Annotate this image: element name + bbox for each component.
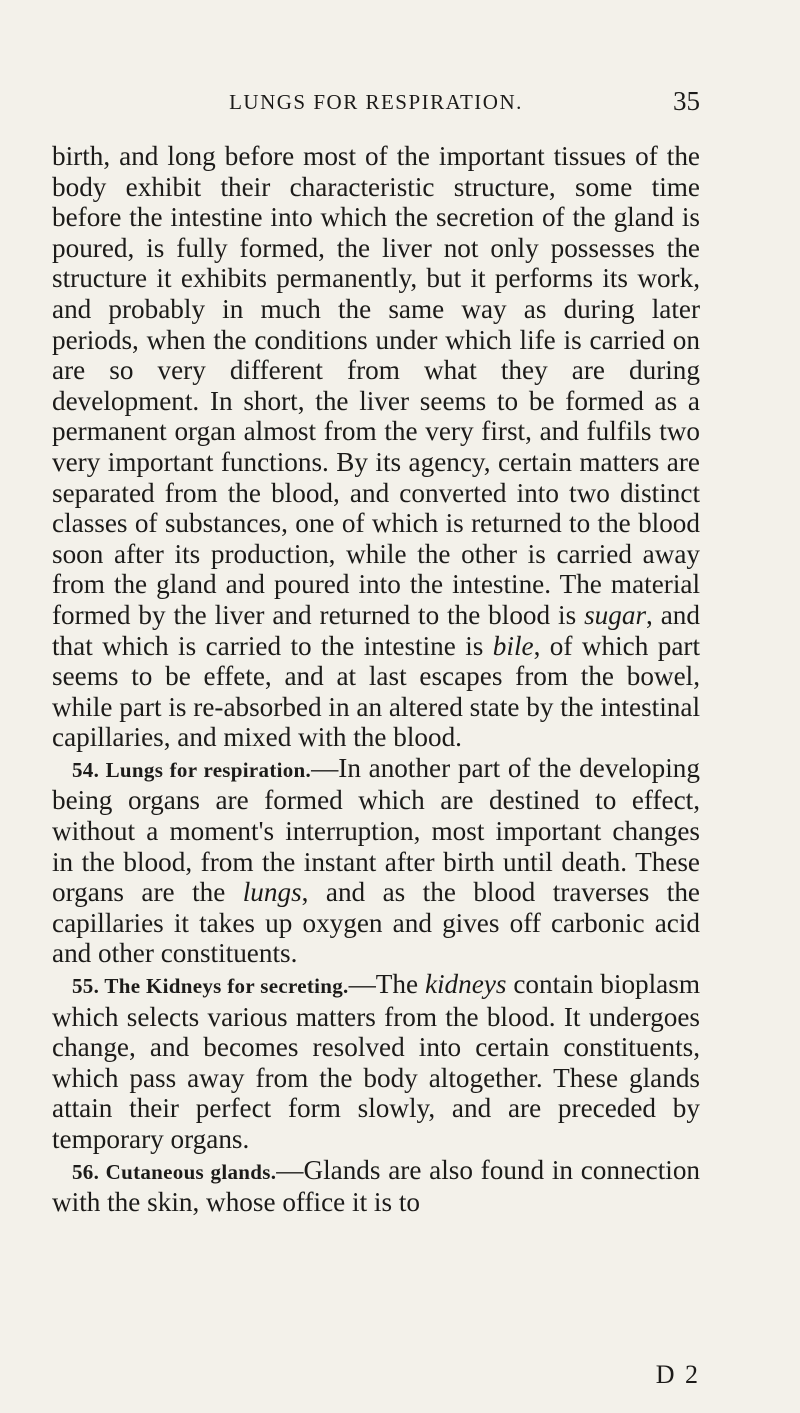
text-run: —The [348,969,425,1000]
section-56-heading: 56. Cutaneous glands. [72,1159,277,1184]
paragraph-liver-continued [52,141,700,753]
text-run: birth, and long before most of the important tissues of the body exhibit their characteristic structure, some time before the intestine into which the secretion of the gland is poured, is fully formed, the liver not only possesses the structure it exhibits permanently, but it performs its work, and probably in much the same way as during later periods, when the conditions under which life is carried on are so very different from what they are during development. In short, the liver seems to be formed as a permanent organ almost from the very first, and fulfils two very important functions. By its agency, certain matters are separated from the blood, and converted into two distinct classes of substances, one of which is returned to the blood soon after its production, while the other is carried away from the gland and poured into the intestine. The material formed by the liver and returned to the blood is [52,141,700,630]
body-text [52,141,700,1218]
text-run: —In another part of the developing being organs are formed which are destined to effect, without a moment's interruption, most important changes in the blood, from the instant after birth until death. These organs are the [52,752,700,908]
running-title: LUNGS FOR RESPIRATION. [229,90,523,114]
text-run: , and as the blood traverses the capillaries it takes up oxygen and gives off carbonic acid and other constituents. [52,877,700,969]
text-run: , of which part seems to be effete, and at last escapes from the bowel, while part is re-absorbed in an altered state by the intestinal capillaries, and mixed with the blood. [52,630,700,753]
italic-term-sugar: sugar [584,599,647,630]
italic-term-lungs: lungs [242,877,302,908]
italic-term-kidneys: kidneys [424,969,507,1000]
text-run: contain bioplasm which selects various matters from the blood. It undergoes change, and becomes resolved into certain constituents, which pass away from the body altogether. These glands attain their perfect form slowly, and are preceded by temporary organs. [52,969,700,1154]
running-head [52,86,700,122]
section-55-heading: 55. The Kidneys for secreting. [72,974,349,999]
section-56-paragraph [52,1155,700,1218]
italic-term-bile: bile [492,630,534,661]
section-55-paragraph [52,969,700,1155]
text-run: , and that which is carried to the intestine is [52,599,700,661]
page-number: 35 [673,86,700,116]
text-run: —Glands are also found in connection with the skin, whose office it is to [52,1154,701,1218]
signature-mark: D 2 [655,1360,700,1389]
section-54-heading: 54. Lungs for respiration. [72,757,312,782]
section-54-paragraph [52,753,700,969]
